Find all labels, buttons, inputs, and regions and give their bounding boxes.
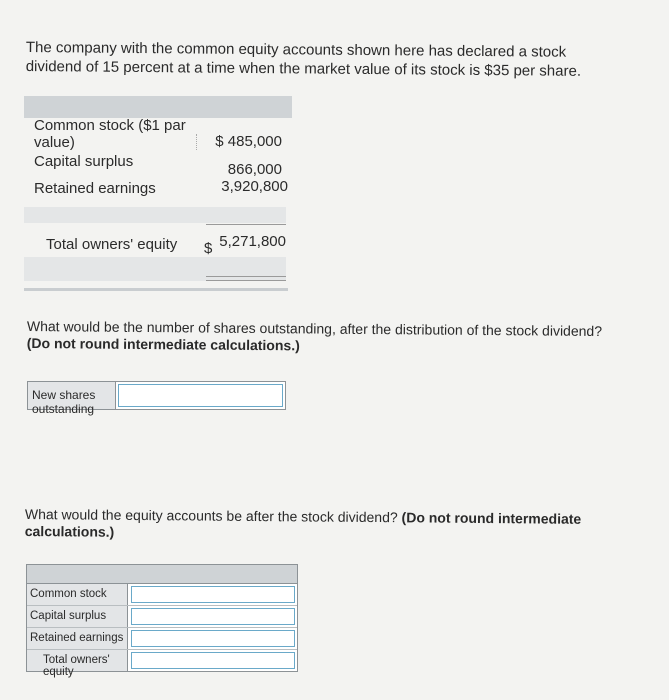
equity-row-label: Retained earnings	[27, 628, 128, 649]
question-2-note: (Do not round intermediate calculations.)	[24, 509, 582, 540]
common-stock-label: Common stock ($1 par value)	[34, 117, 186, 151]
equity-row-label: Total owners' equity	[27, 650, 128, 671]
balance-sheet-footer	[24, 288, 288, 291]
retained-earnings-value: 3,920,800	[221, 178, 288, 195]
total-equity-currency: $	[204, 240, 213, 257]
new-shares-input[interactable]	[118, 384, 283, 407]
question-2	[25, 506, 605, 545]
problem-statement: The company with the common equity accounts shown here has declared a stock dividend of 15 percent at a time when the market value of its stock is $35 per share.	[25, 38, 582, 80]
double-rule-top	[206, 276, 286, 277]
total-equity-label: Total owners' equity	[46, 236, 178, 253]
new-shares-row	[27, 381, 286, 416]
question-2-text: What would the equity accounts be after the stock dividend?	[24, 506, 398, 526]
shaded-band	[24, 257, 286, 281]
double-rule-bottom	[206, 280, 286, 281]
equity-row-label: Capital surplus	[27, 606, 128, 627]
total-equity-value: 5,271,800	[219, 233, 286, 250]
total-equity-input[interactable]	[131, 652, 295, 669]
equity-row-total	[27, 650, 297, 678]
equity-row-retained-earnings	[27, 628, 297, 650]
retained-earnings-input[interactable]	[131, 630, 295, 647]
question-1	[27, 318, 607, 357]
equity-row-label: Common stock	[27, 584, 128, 605]
equity-table-header	[27, 565, 297, 584]
new-shares-label: New shares outstanding	[28, 382, 116, 409]
question-1-text: What would be the number of shares outstanding, after the distribution of the stock dividend?	[26, 318, 603, 340]
capital-surplus-label: Capital surplus	[34, 153, 134, 170]
equity-row-common-stock	[27, 584, 297, 606]
subtotal-rule	[206, 224, 286, 225]
equity-row-capital-surplus	[27, 606, 297, 628]
common-stock-value: $ 485,000	[215, 133, 282, 150]
common-stock-input[interactable]	[131, 586, 295, 603]
question-1-note: (Do not round intermediate calculations.)	[26, 334, 300, 354]
shaded-band	[24, 207, 286, 223]
balance-sheet-header	[24, 96, 292, 118]
equity-accounts-table	[26, 564, 298, 678]
capital-surplus-value: 866,000	[227, 161, 282, 178]
capital-surplus-input[interactable]	[131, 608, 295, 625]
retained-earnings-label: Retained earnings	[34, 180, 156, 197]
